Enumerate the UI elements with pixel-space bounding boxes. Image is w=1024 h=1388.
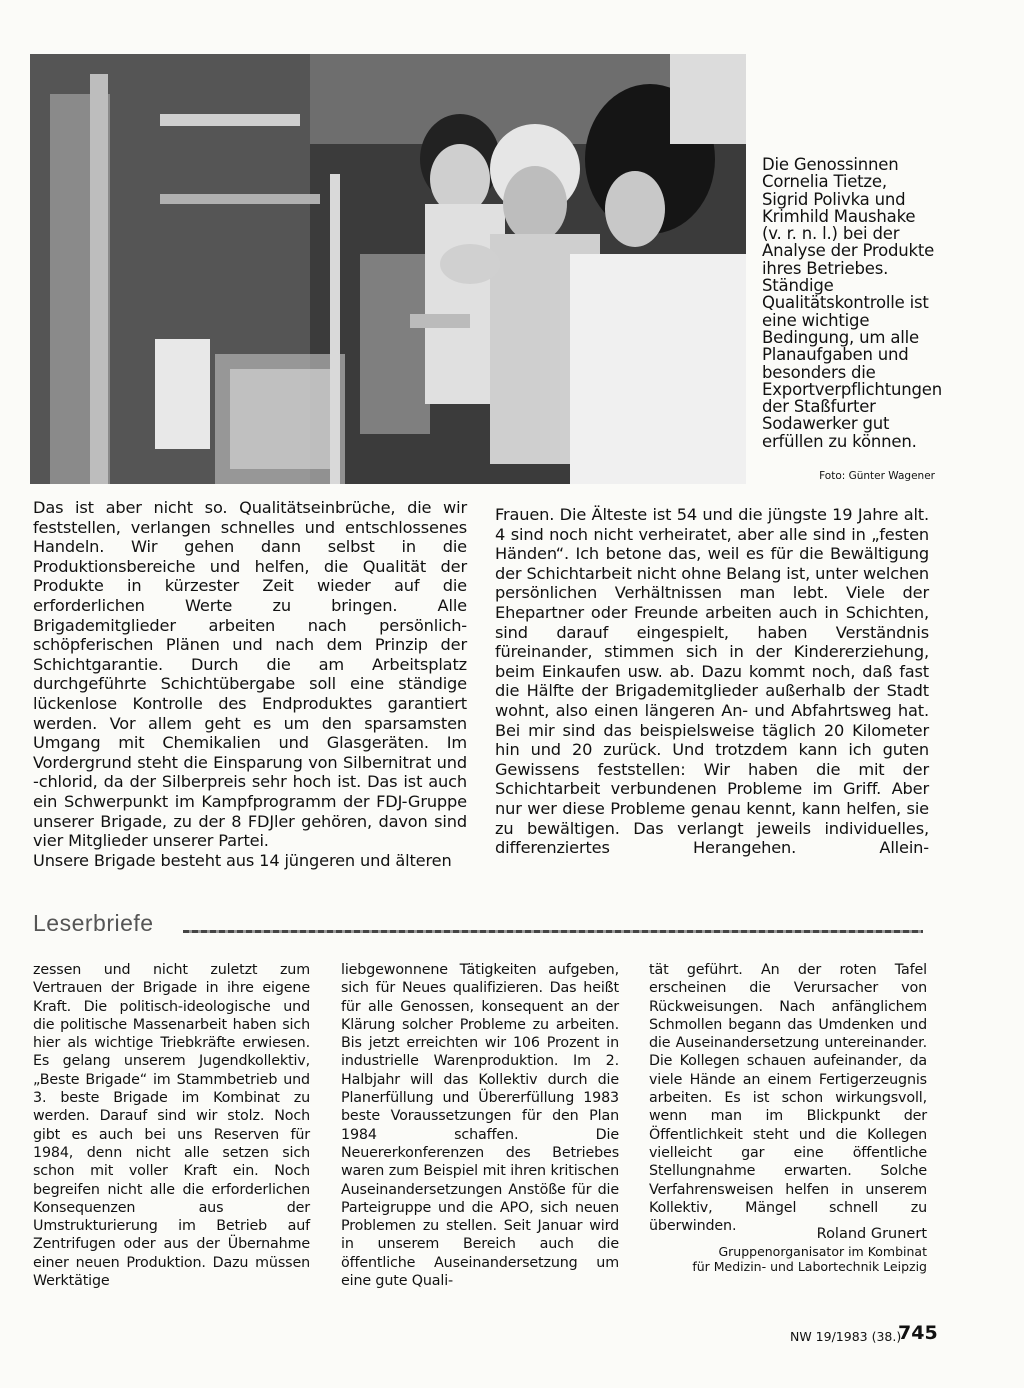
lab-scene-illustration (30, 54, 746, 484)
photo-caption: Die Genossinnen Cornelia Tietze, Sigrid Polivka und Krimhild Maushake (v. r. n. l.) bei der Analyse der Produkte ihres Betriebes. Ständige Qualitätskontrolle ist eine wichtige Bedingung, um alle Planaufgaben und besonders die Exportverpflichtungen der Staßfurter Sodawerker gut erfüllen zu können. (762, 155, 942, 451)
letter-column-2 (341, 961, 619, 1290)
letter-author-role (649, 1244, 927, 1274)
article-paragraph: Frauen. Die Älteste ist 54 und die jüngste 19 Jahre alt. 4 sind noch nicht verheiratet, aber alle sind in „festen Händen“. Ich betone das, weil es für die Bewältigung der Schichtarbeit nicht ohne Belang ist, unter welchen persönlichen Verhältnissen man lebt. Viele der Ehepartner oder Freunde arbeiten auch in Schichten, sind darauf eingespielt, haben Verständnis füreinander, stimmen sich in der Kindererziehung, beim Einkaufen usw. ab. Dazu kommt noch, daß fast die Hälfte der Brigademitglieder außerhalb der Stadt wohnt, also einen längeren An- und Abfahrtsweg hat. Bei mir sind das beispielsweise täglich 20 Kilometer hin und 20 zurück. Und trotzdem kann ich guten Gewissens feststellen: Wir haben die mit der Schichtarbeit verbundenen Probleme im Griff. Aber nur wer diese Probleme genau kennt, kann helfen, sie zu bewältigen. Das verlangt jeweils individuelles, differenziertes Herangehen. Allein- (495, 505, 929, 858)
lab-photo (30, 54, 746, 484)
letter-column-1 (33, 961, 310, 1290)
letter-column-3 (649, 961, 927, 1235)
letter-paragraph: zessen und nicht zuletzt zum Vertrauen der Brigade in ihre eigene Kraft. Die politisch-ideologische und die politische Massenarbeit haben sich hier als wichtige Triebkräfte erwiesen. Es gelang unserem Jugendkollektiv, „Beste Brigade“ im Stammbetrieb und 3. beste Brigade im Kombinat zu werden. Darauf sind wir stolz. Noch gibt es auch bei uns Reserven für 1984, denn nicht alle setzen sich schon mit voller Kraft ein. Noch begreifen nicht alle die erforderlichen Konsequenzen aus der Umstrukturierung im Betrieb auf Zentrifugen oder aus der Übernahme einer neuen Produktion. Dazu müssen Werktätige (33, 962, 310, 1290)
photo-credit: Foto: Günter Wagener (819, 470, 935, 482)
page-number: 745 (898, 1322, 938, 1344)
article-paragraph: Das ist aber nicht so. Qualitätseinbrüche, die wir feststellen, verlangen schnelles und entschlossenes Handeln. Wir gehen dann selbst in die Produktionsbereiche und helfen, die Qualität der Produkte in kürzester Zeit wieder auf die erforderlichen Werte zu bringen. Alle Brigademitglieder arbeiten nach persönlich-schöpferischen Plänen und nach dem Prinzip der Schichtgarantie. Durch die am Arbeitsplatz durchgeführte Schichtübergabe soll eine ständige lückenlose Kontrolle des Endproduktes garantiert werden. Vor allem geht es um den sparsamsten Umgang mit Chemikalien und Glasgeräten. Im Vordergrund steht die Einsparung von Silbernitrat und -chlorid, da der Silberpreis sehr hoch ist. Das ist auch ein Schwerpunkt im Kampfprogramm der FDJ-Gruppe unserer Brigade, zu der 8 FDJler gehören, davon sind vier Mitglieder unserer Partei. (33, 498, 467, 851)
issue-info: NW 19/1983 (38.) (790, 1329, 902, 1344)
section-header (33, 910, 933, 940)
letter-paragraph: liebgewonnene Tätigkeiten aufgeben, sich für Neues qualifizieren. Das heißt für alle Genossen, konsequent an der Klärung solcher Probleme zu arbeiten. Bis jetzt erreichten wir 106 Prozent in industrielle Warenproduktion. Im 2. Halbjahr will das Kollektiv durch die Planerfüllung und Übererfüllung 1983 beste Voraussetzungen für den Plan 1984 schaffen. Die Neuererkonferenzen des Betriebes waren zum Beispiel mit ihren kritischen Auseinandersetzungen Anstöße für die Parteigruppe und die APO, sich neuen Problemen zu stellen. Seit Januar wird in unserem Bereich auch die öffentliche Auseinandersetzung um eine gute Quali- (341, 962, 619, 1290)
section-title: Leserbriefe (33, 910, 154, 936)
letter-paragraph: tät geführt. An der roten Tafel erscheinen die Verursacher von Rückweisungen. Nach anfänglichem Schmollen begann das Umdenken und die Auseinandersetzung untereinander. Die Kollegen schauen aufeinander, da viele Hände an einem Fertigerzeugnis arbeiten. Es ist schon wirkungsvoll, wenn man im Blickpunkt der Öffentlichkeit steht und die Kollegen vielleicht gar eine öffentliche Stellungnahme erwarten. Solche Verfahrensweisen helfen in unserem Kollektiv, Mängel schnell zu überwinden. (649, 962, 927, 1235)
author-role-line: Gruppenorganisator im Kombinat (718, 1244, 927, 1259)
letter-author: Roland Grunert (816, 1226, 927, 1242)
article-column-left (33, 498, 467, 870)
author-role-line: für Medizin- und Labortechnik Leipzig (692, 1259, 927, 1274)
article-paragraph: Unsere Brigade besteht aus 14 jüngeren und älteren (33, 850, 452, 870)
section-rule (183, 930, 923, 933)
article-column-right (495, 505, 929, 858)
